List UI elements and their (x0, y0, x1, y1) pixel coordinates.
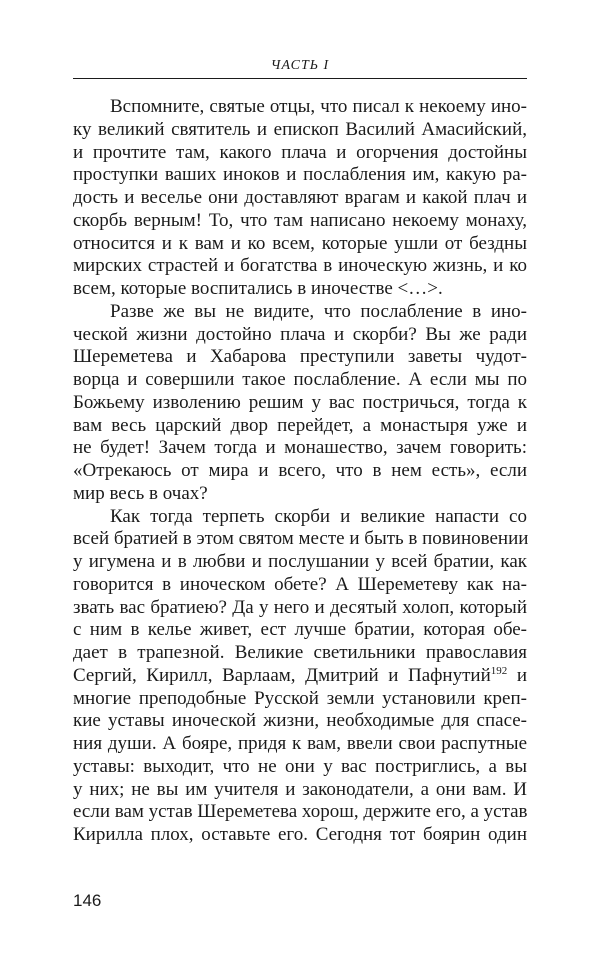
text-line: не будет! Зачем тогда и монашество, зачем говорить: (73, 437, 527, 459)
text-line: кие уставы иноческой жизни, необходимые для спасе- (73, 710, 527, 732)
text-line: говорится в иноческом обете? А Шереметеву как на- (73, 573, 527, 595)
text-line: мирских страстей и богатства в иноческую жизнь, и ко (73, 255, 527, 277)
text-line: ческой жизни достойно плача и скорби? Вы же ради (73, 323, 527, 345)
text-line: всем, которые воспитались в иночестве <…>. (73, 278, 443, 299)
text-line: уставы: выходит, что не они у вас постриглись, а вы (73, 755, 527, 777)
text-line: вам весь царский двор перейдет, а монастыря уже и (73, 414, 527, 436)
text-line: с ним в келье живет, ест лучше братии, которая обе- (73, 619, 527, 641)
text-line: у игумена и в любви и послушании у всей братии, как (73, 551, 527, 572)
text-line: если вам устав Шереметева хорош, держите его, а устав (73, 801, 528, 823)
text-line-with-footnote (73, 665, 527, 688)
text-line: звать вас братиею? Да у него и десятый холоп, который (73, 596, 527, 618)
text-segment: Сергий, Кирилл, Варлаам, Дмитрий и Пафнутий (73, 664, 491, 686)
page-number: 146 (73, 891, 102, 910)
running-head: ЧАСТЬ I (270, 58, 330, 73)
text-line: «Отрекаюсь от мира и всего, что в нем есть», если (73, 460, 527, 481)
text-line: дает в трапезной. Великие светильники православия (73, 642, 527, 663)
body-text (73, 96, 527, 847)
text-line: мир весь в очах? (73, 482, 208, 504)
text-line: Кирилла плох, оставьте его. Сегодня тот боярин один (73, 824, 527, 845)
text-line: Как тогда терпеть скорби и великие напасти со (110, 505, 527, 527)
text-line: многие преподобные Русской земли установили креп- (73, 687, 527, 709)
header-rule (73, 78, 527, 79)
footnote-marker: 192 (490, 664, 508, 677)
text-line: скорбь верным! То, что там написано некоему монаху, (73, 209, 527, 231)
text-line: Божьему изволению решим у вас постричься, тогда к (73, 391, 527, 413)
text-line: у них; не вы им учителя и законодатели, а они вам. И (73, 778, 527, 800)
text-line: относится и к вам и ко всем, которые ушли от бездны (73, 232, 527, 254)
text-line: ку великий святитель и епископ Василий Амасийский, (73, 118, 527, 140)
text-line: Вспомните, святые отцы, что писал к некоему ино- (110, 96, 527, 117)
text-line: всей братией в этом святом месте и быть в повиновении (73, 528, 529, 550)
text-line: дость и веселье они доставляют врагам и какой плач и (73, 187, 527, 208)
text-line: ния души. А бояре, придя к вам, ввели свои распутные (73, 733, 527, 754)
text-line: проступки ваших иноков и послабления им, какую ра- (73, 164, 527, 186)
text-line: ворца и совершили такое послабление. А если мы по (73, 369, 527, 390)
text-line: Разве же вы не видите, что послабление в ино- (110, 300, 527, 322)
text-line: Шереметева и Хабарова преступили заветы чудот- (73, 346, 527, 368)
text-segment: и (516, 664, 527, 686)
text-line: и прочтите там, какого плача и огорчения достойны (73, 141, 527, 163)
